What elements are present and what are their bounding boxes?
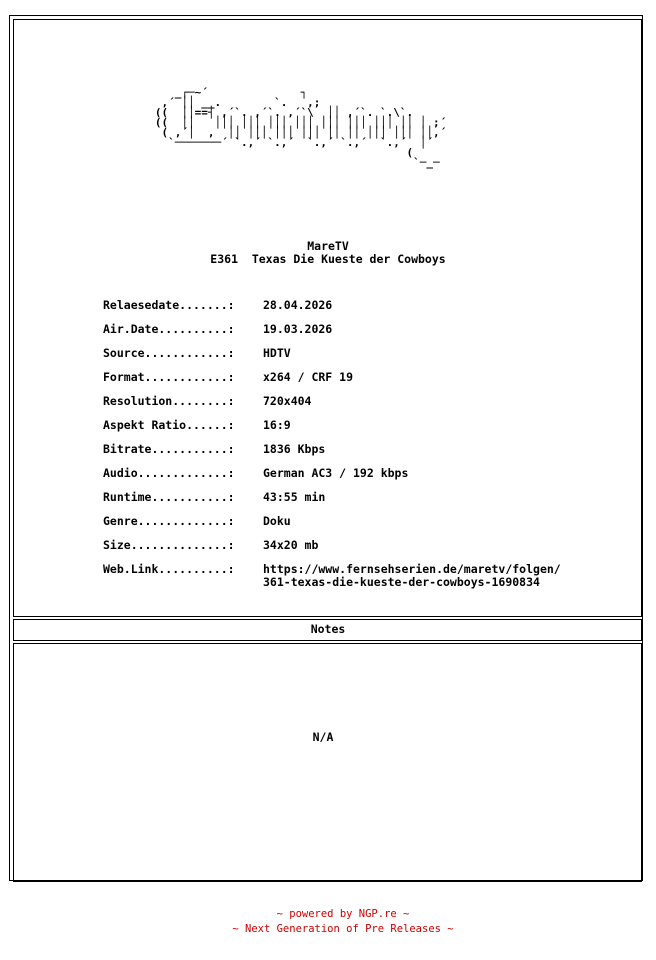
info-key: Genre.............: bbox=[103, 514, 235, 528]
info-row-aspect-ratio bbox=[103, 419, 561, 443]
ascii-logo: _┌─~´ ┐ ,´ ││ __. `. ,; (( ││==┤ ,´`. ,´`. ,´`\ ││ ,´`. `.\`. (( ││ │││ │││ │││ │││ │││ │││ │││ ││ │ ;´ ( ,´│ , ││ │││ │││ │││ ││ ││ │││ │││ ││,´ `───────´ `.,´ `.,´ `.,´ `.,´ `.,´ │´ ( `─_─ bbox=[154, 86, 447, 169]
info-row-format bbox=[103, 371, 561, 395]
info-row-releasedate bbox=[103, 299, 561, 323]
notes-title: Notes bbox=[310, 622, 346, 636]
info-value: German AC3 / 192 kbps bbox=[263, 466, 409, 480]
info-row-genre bbox=[103, 515, 561, 539]
info-key: Aspekt Ratio......: bbox=[103, 418, 235, 432]
notes-box bbox=[13, 643, 642, 882]
info-value: 1836 Kbps bbox=[263, 442, 326, 456]
release-title-block bbox=[0, 240, 656, 266]
info-key: Format............: bbox=[103, 370, 235, 384]
info-value: x264 / CRF 19 bbox=[263, 370, 354, 384]
info-key: Resolution........: bbox=[103, 394, 235, 408]
info-key: Bitrate...........: bbox=[103, 442, 235, 456]
info-value: HDTV bbox=[263, 346, 291, 360]
info-row-bitrate bbox=[103, 443, 561, 467]
info-key: Audio.............: bbox=[103, 466, 235, 480]
info-row-runtime bbox=[103, 491, 561, 515]
release-title: E361 Texas Die Kueste der Cowboys bbox=[210, 252, 446, 266]
info-key: Relaesedate.......: bbox=[103, 298, 235, 312]
info-key: Web.Link..........: bbox=[103, 562, 235, 576]
footer-tagline: ~ Next Generation of Pre Releases ~ bbox=[232, 923, 454, 935]
info-value: 43:55 min bbox=[263, 490, 326, 504]
info-value: 720x404 bbox=[263, 394, 312, 408]
info-key: Size..............: bbox=[103, 538, 235, 552]
info-row-source bbox=[103, 347, 561, 371]
info-row-airdate bbox=[103, 323, 561, 347]
release-info-list bbox=[103, 299, 561, 593]
info-value: 19.03.2026 bbox=[263, 322, 333, 336]
info-key: Runtime...........: bbox=[103, 490, 235, 504]
info-row-resolution bbox=[103, 395, 561, 419]
info-value: 34x20 mb bbox=[263, 538, 319, 552]
info-row-size bbox=[103, 539, 561, 563]
release-group: MareTV bbox=[307, 239, 349, 253]
weblink-value[interactable]: https://www.fernsehserien.de/maretv/folgen/ 361-texas-die-kueste-der-cowboys-1690834 bbox=[263, 562, 561, 589]
info-value: 28.04.2026 bbox=[263, 298, 333, 312]
info-value: Doku bbox=[263, 514, 291, 528]
footer-powered-by: ~ powered by NGP.re ~ bbox=[276, 908, 410, 920]
info-key: Air.Date..........: bbox=[103, 322, 235, 336]
info-key: Source............: bbox=[103, 346, 235, 360]
notes-value: N/A bbox=[312, 730, 334, 744]
info-row-audio bbox=[103, 467, 561, 491]
info-row-weblink bbox=[103, 563, 561, 593]
info-value: 16:9 bbox=[263, 418, 291, 432]
